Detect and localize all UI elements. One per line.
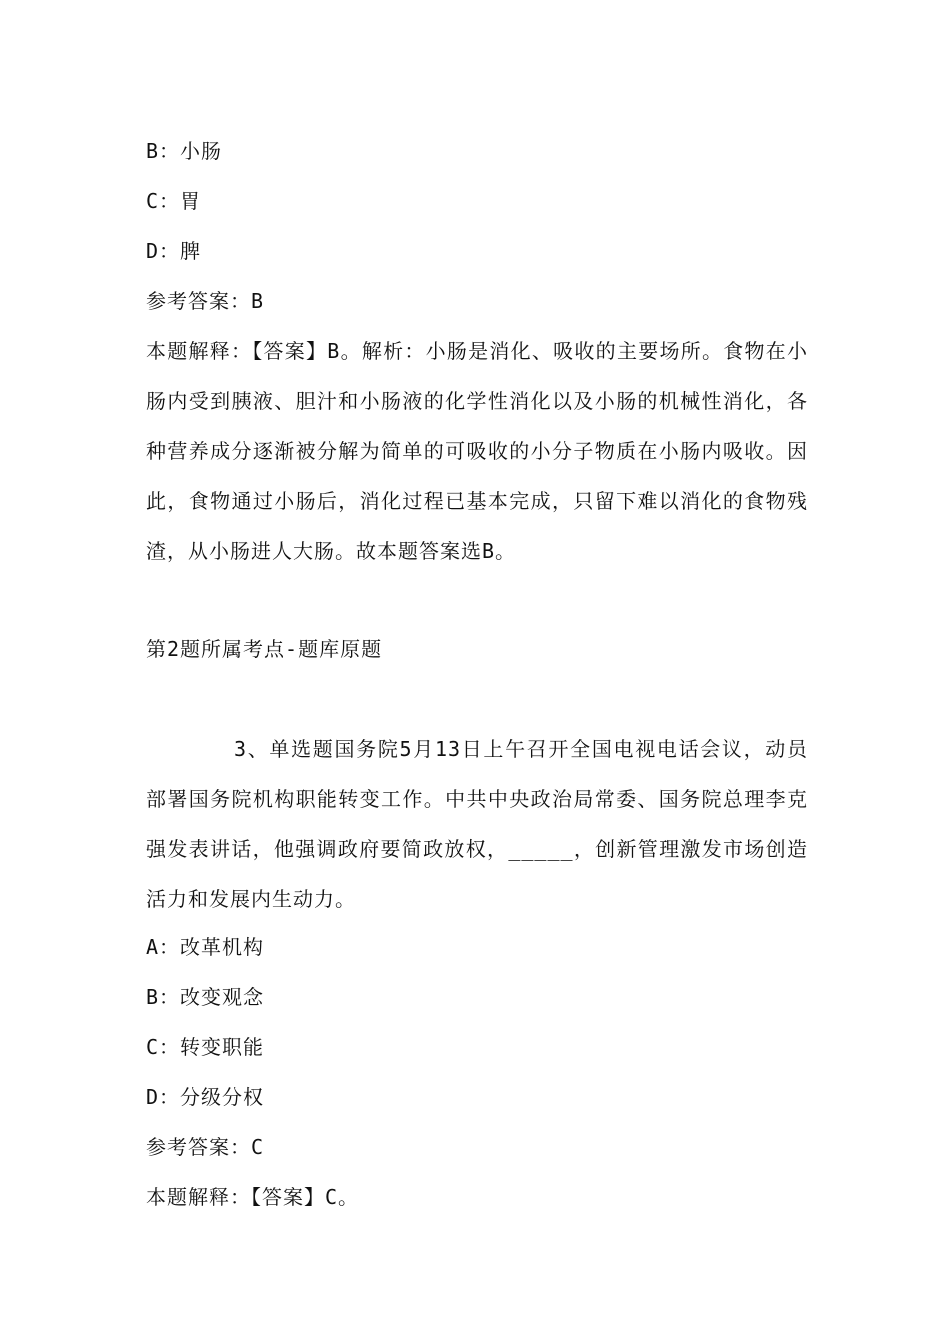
q2-answer: 参考答案：B <box>146 289 265 313</box>
q2-explanation: 本题解释：【答案】B。解析：小肠是消化、吸收的主要场所。食物在小肠内受到胰液、胆汁和小肠液的化学性消化以及小肠的机械性消化，各种营养成分逐渐被分解为简单的可吸收的小分子物质在小肠内吸收。因此，食物通过小肠后，消化过程已基本完成，只留下难以消化的食物残渣，从小肠进人大肠。故本题答案选B。 <box>146 339 808 563</box>
q2-topic: 第2题所属考点-题库原题 <box>146 637 383 661</box>
q3-explanation: 本题解释：【答案】C。 <box>146 1185 360 1209</box>
q3-option-a: A：改革机构 <box>146 935 265 959</box>
q2-option-d: D：脾 <box>146 239 202 263</box>
q2-option-c: C：胃 <box>146 189 202 213</box>
q3-option-d: D：分级分权 <box>146 1085 265 1109</box>
q3-answer: 参考答案：C <box>146 1135 265 1159</box>
q2-option-b: B：小肠 <box>146 139 223 163</box>
q3-option-c: C：转变职能 <box>146 1035 265 1059</box>
q3-option-b: B：改变观念 <box>146 985 265 1009</box>
q3-stem: 3、单选题国务院5月13日上午召开全国电视电话会议，动员部署国务院机构职能转变工作。中共中央政治局常委、国务院总理李克强发表讲话，他强调政府要简政放权，_____，创新管理激发市场创造活力和发展内生动力。 <box>146 737 808 911</box>
